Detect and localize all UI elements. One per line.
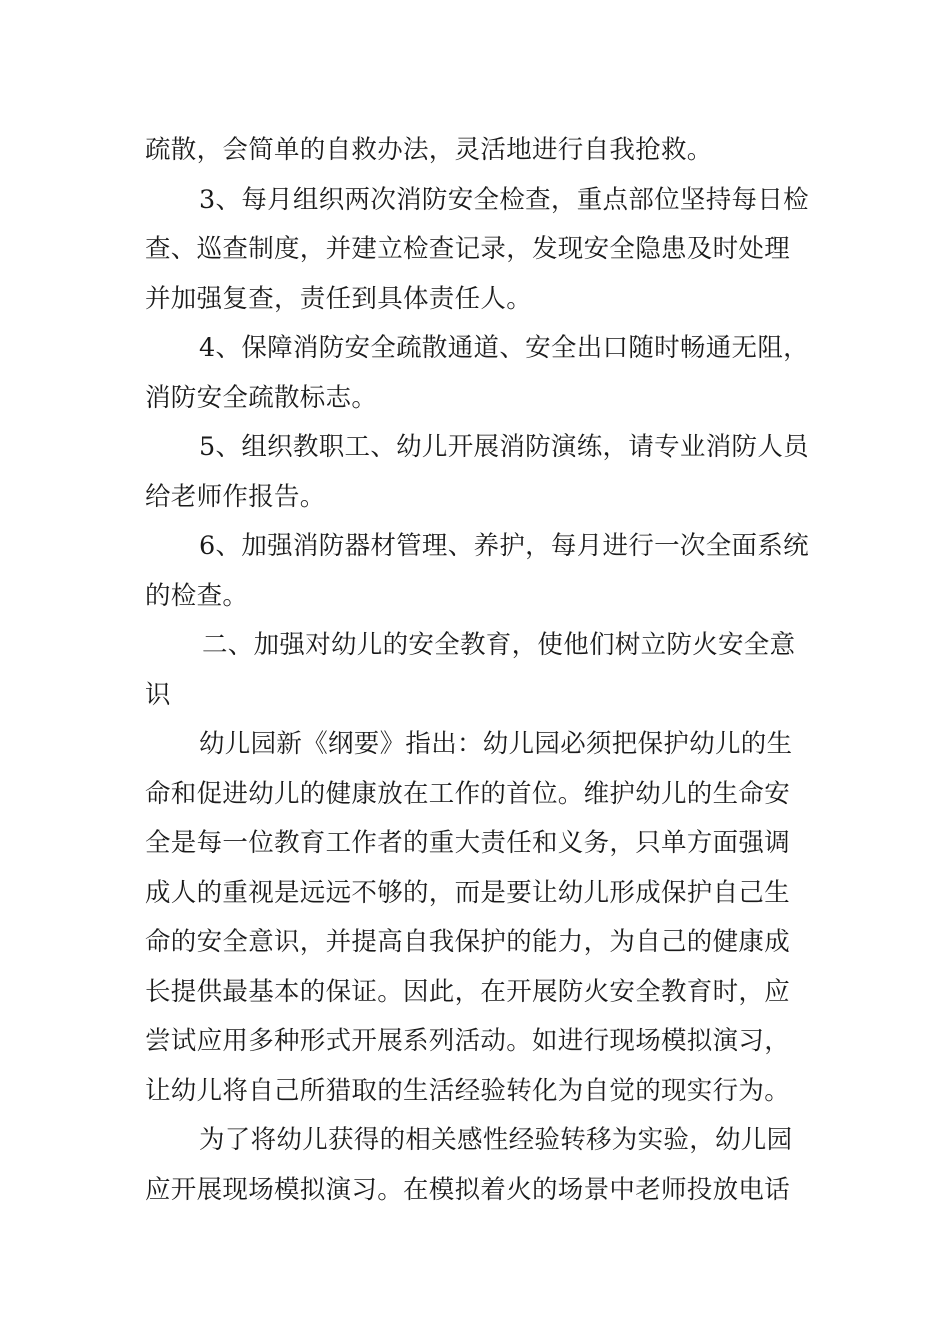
text-line: 给老师作报告。 [145, 481, 326, 512]
list-item-6-line: 6、加强消防器材管理、养护，每月进行一次全面系统 [199, 531, 809, 561]
document-body [145, 126, 810, 1215]
text-line: 命和促进幼儿的健康放在工作的首位。维护幼儿的生命安 [145, 778, 791, 809]
paragraph-start: 为了将幼儿获得的相关感性经验转移为实验，幼儿园 [199, 1125, 793, 1155]
section-heading-continuation: 识 [145, 679, 171, 710]
text-line: 成人的重视是远远不够的，而是要让幼儿形成保护自己生 [145, 877, 791, 908]
text-line: 全是每一位教育工作者的重大责任和义务，只单方面强调 [145, 828, 791, 858]
text-line: 尝试应用多种形式开展系列活动。如进行现场模拟演习， [145, 1026, 791, 1056]
list-item-3-line: 3、每月组织两次消防安全检查，重点部位坚持每日检 [199, 184, 809, 215]
text-line: 命的安全意识，并提高自我保护的能力，为自己的健康成 [145, 927, 791, 957]
text-line: 应开展现场模拟演习。在模拟着火的场景中老师投放电话 [145, 1174, 791, 1205]
text-line: 长提供最基本的保证。因此，在开展防火安全教育时，应 [145, 976, 791, 1007]
text-line: 的检查。 [145, 580, 249, 611]
text-line: 疏散，会简单的自救办法，灵活地进行自我抢救。 [145, 135, 713, 165]
list-item-5-line: 5、组织教职工、幼儿开展消防演练，请专业消防人员 [199, 432, 809, 462]
text-line: 查、巡查制度，并建立检查记录，发现安全隐患及时处理 [145, 234, 791, 264]
text-line: 并加强复查，责任到具体责任人。 [145, 283, 533, 314]
section-heading: 二、加强对幼儿的安全教育，使他们树立防火安全意 [202, 630, 796, 660]
text-line: 消防安全疏散标志。 [145, 382, 378, 413]
list-item-4-line: 4、保障消防安全疏散通道、安全出口随时畅通无阻， [199, 333, 809, 363]
text-line: 让幼儿将自己所猎取的生活经验转化为自觉的现实行为。 [145, 1075, 791, 1106]
paragraph-start: 幼儿园新《纲要》指出：幼儿园必须把保护幼儿的生 [199, 729, 793, 759]
